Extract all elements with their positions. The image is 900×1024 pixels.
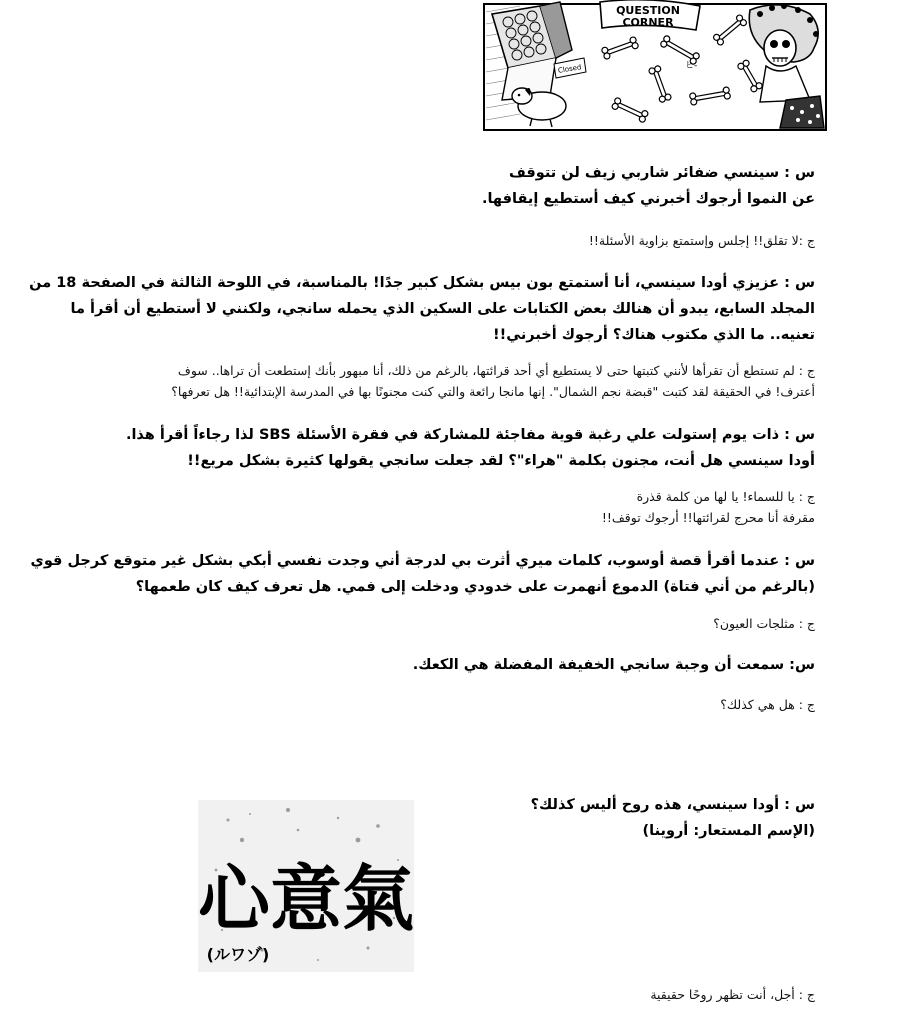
answer-4: ج : مثلجات العيون؟ <box>713 616 815 631</box>
answer-6: ج : أجل، أنت تظهر روحًا حقيقية <box>650 987 815 1002</box>
answer-5: ج : هل هي كذلك؟ <box>720 697 815 712</box>
question-1: س : سينسي ضفائر شاربي زيف لن تتوقف عن النموا أرجوك أخبرني كيف أستطيع إيقافها. <box>481 165 815 207</box>
question-corner-title <box>600 0 700 30</box>
bone-label: ヒ- <box>685 61 698 71</box>
question-3: س : ذات يوم إستولت علي رغبة قوية مفاجئة للمشاركة في فقرة الأسئلة SBS لذا رجاءاً أقرأ هذا. أودا سينسي هل أنت، مجنون بكلمة "هراء"؟ لقد جعلت سانجي يقولها كثيرة بشكل مريع!! <box>125 427 815 469</box>
question-4: س : عندما أقرأ قصة أوسوب، كلمات ميري أثرت بي لدرجة أني وجدت نفسي أبكي بشكل غير متوقع كرجل قوي (بالرغم من أني فتاة) الدموع أنهمرت على خدودي ودخلت إلى فمي. هل تعرف كيف كان طعمها؟ <box>30 553 815 595</box>
svg-text:QUESTION: QUESTION <box>616 4 680 17</box>
calligraphy-caption: (ルワゾ) <box>206 945 270 964</box>
question-2: س : عزيزي أودا سينسي، أنا أستمتع بون بيس بشكل كبير جدًا! بالمناسبة، في اللوحة الثالثة في الصفحة 18 من المجلد السابع، يبدو أن هنالك بعض الكتابات على السكين الذي يحمله سانجي، ولكنني لا أستطيع أن أقرأ ما تعنيه.. ما الذي مكتوب هناك؟ أرجوك أخبرني!! <box>29 275 815 343</box>
svg-text:CORNER: CORNER <box>622 16 674 29</box>
answer-2: ج : لم تستطع أن تقرأها لأنني كتبتها حتى لا يستطيع أي أحد قرائتها، بالرغم من ذلك، أنا مبهور بأنك إستطعت أن تراها.. سوف أعترف! في الحقيقة لقد كتبت "قبضة نجم الشمال". إنها مانجا رائعة والتي كنت مجنونًا بها في المدرسة الإبتدائية!! هل تعرفها؟ <box>171 363 815 399</box>
answer-3: ج : يا للسماء! يا لها من كلمة قذرة مقرفة أنا محرج لقرائتها!! أرجوك توقف!! <box>601 489 815 525</box>
svg-text:Closed: Closed <box>557 63 582 75</box>
answer-1: ج :لا تقلق!! إجلس وإستمتع بزاوية الأسئلة!! <box>588 233 815 248</box>
qa-item-1 <box>482 160 815 212</box>
question-5: س: سمعت أن وجبة سانجي الخفيفة المفضلة هي الكعك. <box>412 657 815 673</box>
question-corner-illustration <box>480 0 830 134</box>
question-6: س : أودا سينسي، هذه روح أليس كذلك؟ (الإسم المستعار: أروينا) <box>530 797 815 839</box>
calligraphy-glyphs: 心意氣 <box>198 857 414 941</box>
calligraphy-image <box>198 800 414 972</box>
